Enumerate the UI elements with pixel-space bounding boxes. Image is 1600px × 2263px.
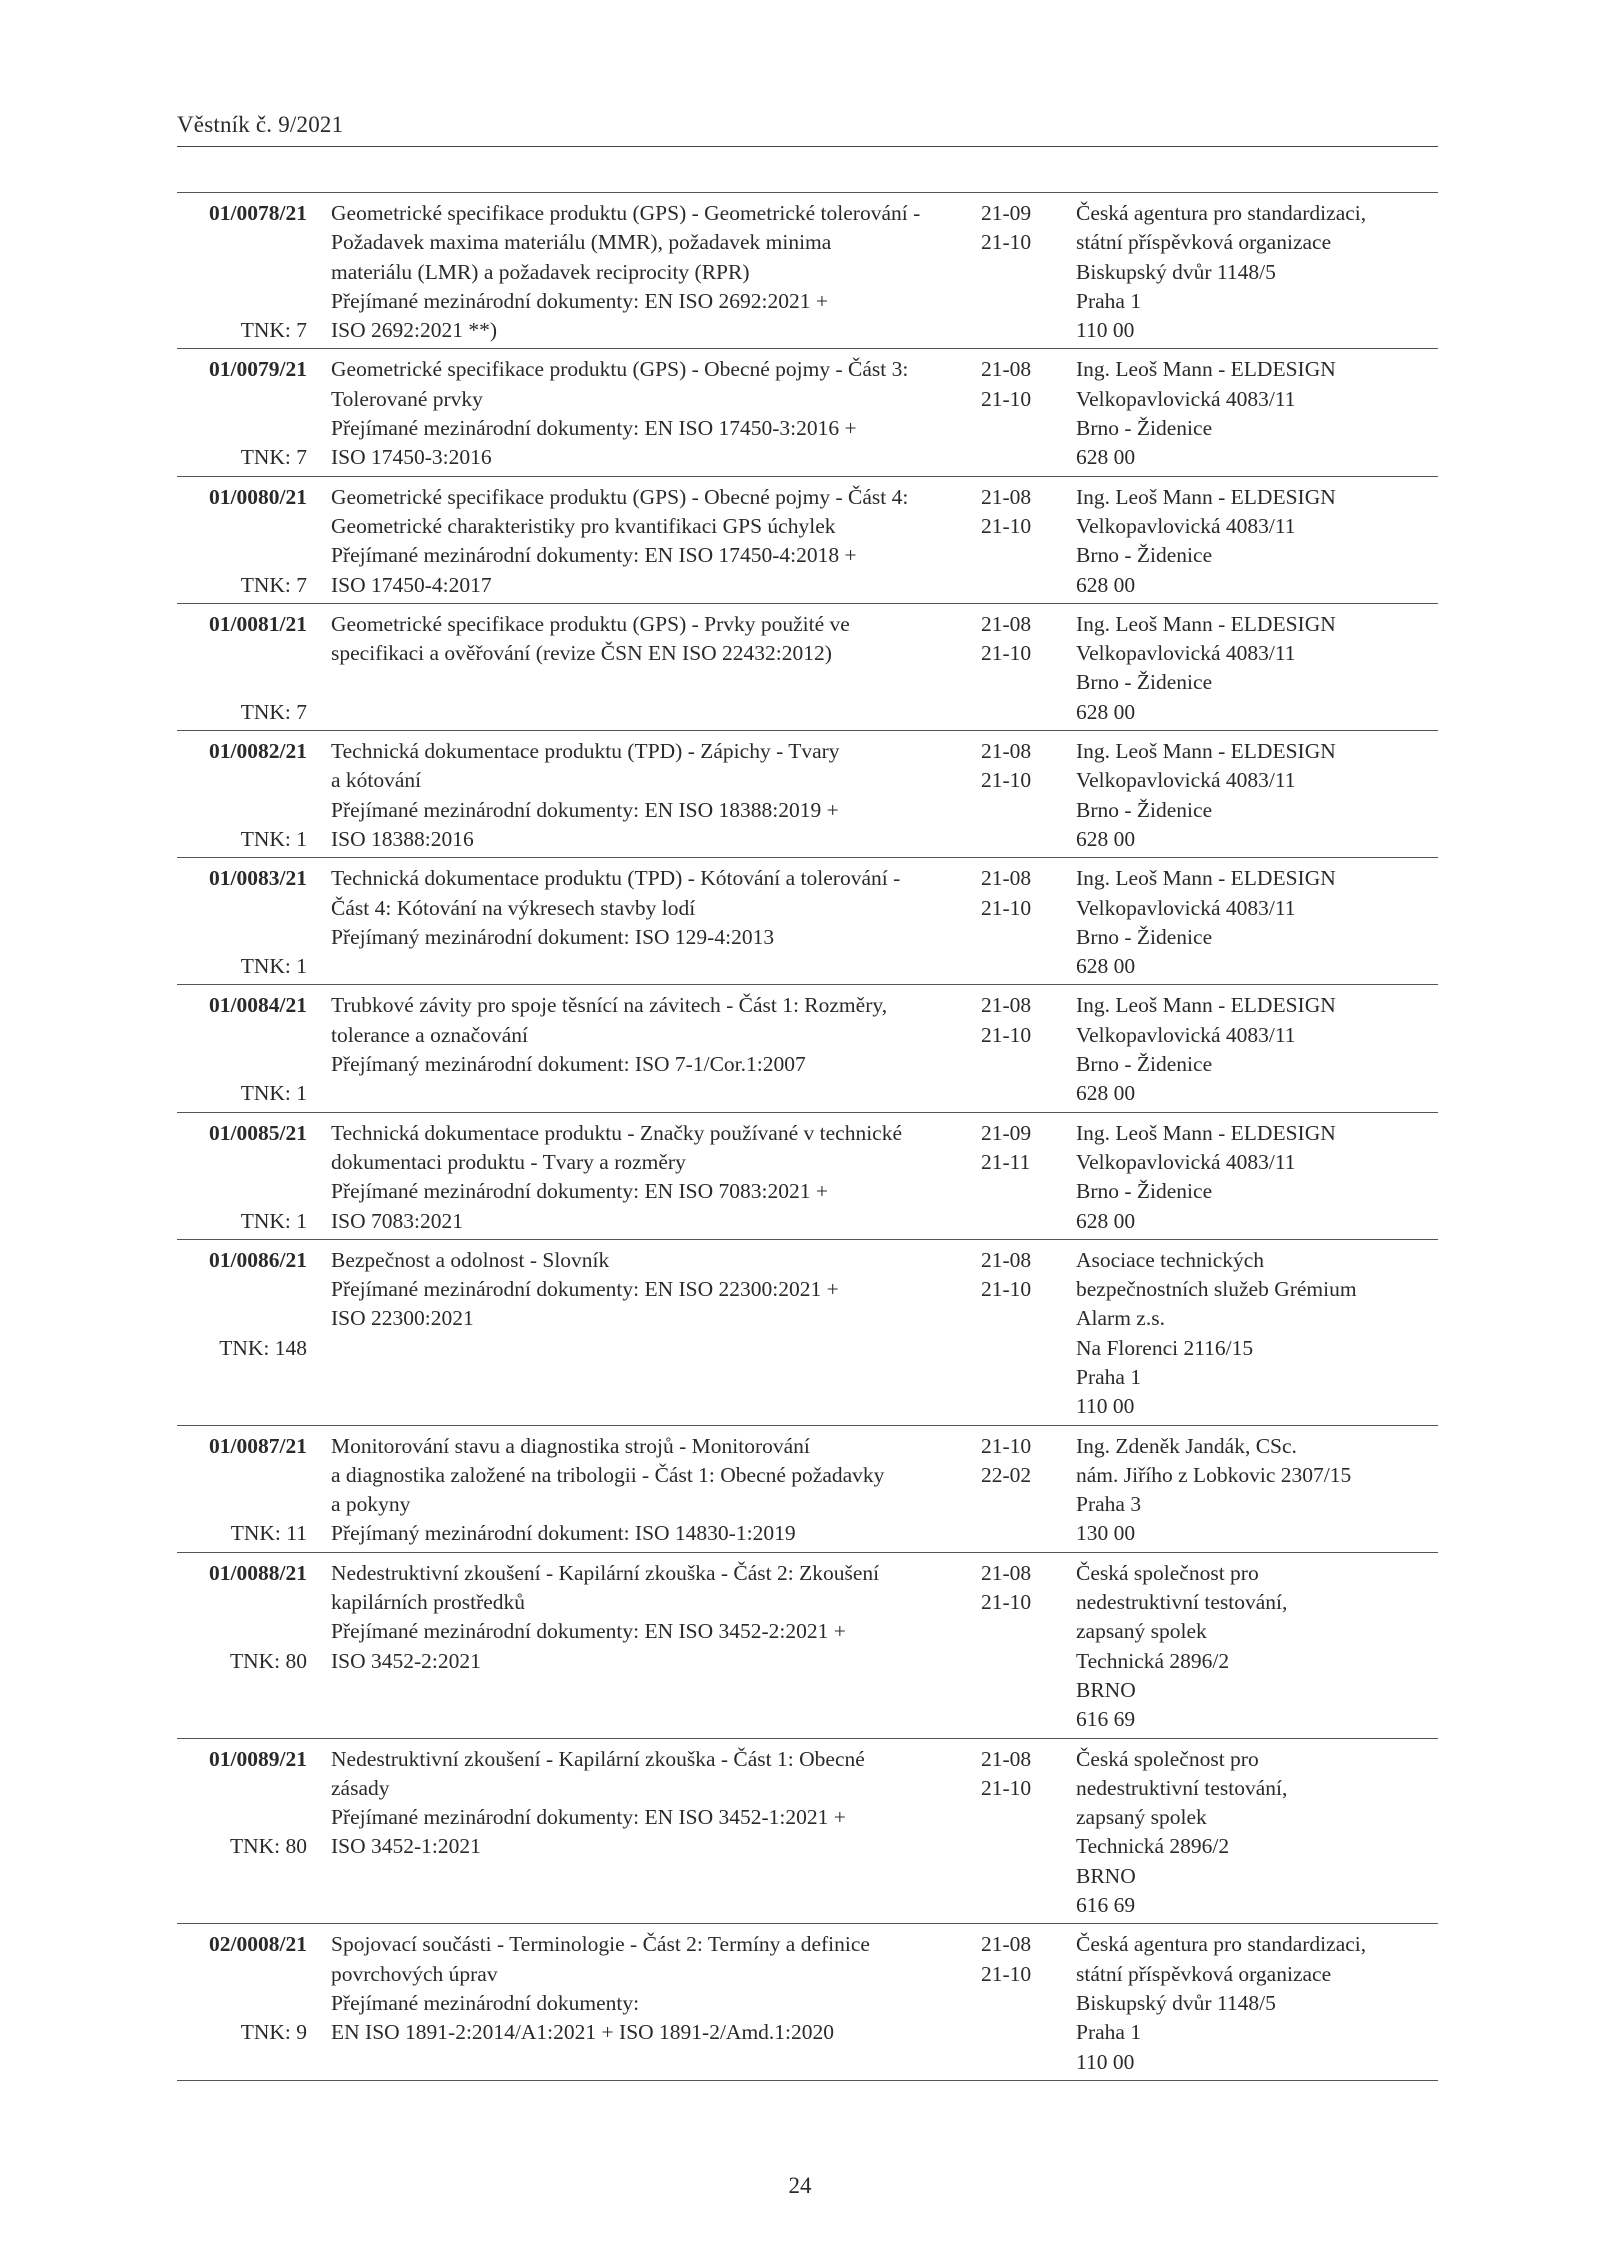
entry-title-line: specifikaci a ověřování (revize ČSN EN ISO 22432:2012) xyxy=(331,641,832,666)
entry-title-line: tolerance a označování xyxy=(331,1022,528,1047)
entry-processor-line: Ing. Leoš Mann - ELDESIGN xyxy=(1076,357,1336,382)
entry-title-line: Monitorování stavu a diagnostika strojů - Monitorování xyxy=(331,1433,810,1458)
entry-processor-line: 628 00 xyxy=(1076,699,1136,724)
entry-title-line: kapilárních prostředků xyxy=(331,1590,526,1615)
entry-processor-line: Česká agentura pro standardizaci, xyxy=(1076,201,1367,225)
entry-id-cell xyxy=(177,1432,309,1549)
entry-title-line: Požadavek maxima materiálu (MMR), požadavek minima xyxy=(331,230,832,255)
entry-title-line: Přejímané mezinárodní dokumenty: EN ISO 3452-2:2021 + xyxy=(331,1619,846,1644)
entry-title-line: ISO 3452-2:2021 xyxy=(331,1648,481,1673)
entry-title-line: povrchových úprav xyxy=(331,1961,498,1986)
entry-date: 21-08 xyxy=(981,1560,1032,1585)
entry-dates-cell xyxy=(977,610,1067,727)
entry-processor-line: Brno - Židenice xyxy=(1076,1179,1213,1204)
entry-processor-line: státní příspěvková organizace xyxy=(1076,1961,1332,1986)
entry-processor-cell xyxy=(1067,864,1438,981)
entry-processor-cell xyxy=(1067,1745,1438,1921)
entry-title-line: Přejímané mezinárodní dokumenty: xyxy=(331,1990,640,2015)
entry-processor-line: Praha 1 xyxy=(1076,288,1142,313)
entry-title-line: Technická dokumentace produktu - Značky používané v technické xyxy=(331,1120,902,1145)
entry-title-cell xyxy=(309,355,977,472)
entry-id-cell xyxy=(177,355,309,472)
entry-title-line: Bezpečnost a odolnost - Slovník xyxy=(331,1247,610,1272)
entry-dates-cell xyxy=(977,355,1067,472)
entry-processor-line: Praha 3 xyxy=(1076,1492,1142,1517)
entry-date: 21-10 xyxy=(981,230,1032,255)
table-row xyxy=(177,603,1438,730)
entry-title-line: Trubkové závity pro spoje těsnící na závitech - Část 1: Rozměry, xyxy=(331,993,888,1018)
entry-title-cell xyxy=(309,737,977,854)
entry-tnk: TNK: 9 xyxy=(240,2020,307,2045)
entry-processor-line: nedestruktivní testování, xyxy=(1076,1590,1288,1615)
entry-processor-line: Praha 1 xyxy=(1076,2020,1142,2045)
entry-processor-line: Velkopavlovická 4083/11 xyxy=(1076,513,1296,538)
entry-processor-line: 628 00 xyxy=(1076,826,1136,851)
entry-title-cell xyxy=(309,1930,977,2076)
entry-processor-cell xyxy=(1067,1930,1438,2076)
entry-processor-cell xyxy=(1067,1432,1438,1549)
entry-id-cell xyxy=(177,199,309,345)
entry-id-cell xyxy=(177,1930,309,2076)
entry-title-line: Přejímané mezinárodní dokumenty: EN ISO 7083:2021 + xyxy=(331,1179,828,1204)
entry-title-line: Tolerované prvky xyxy=(331,386,483,411)
entry-processor-line: 616 69 xyxy=(1076,1893,1136,1918)
entry-title-line: a pokyny xyxy=(331,1492,411,1517)
entry-processor-line: nedestruktivní testování, xyxy=(1076,1775,1288,1800)
entry-date: 21-10 xyxy=(981,1022,1032,1047)
entry-date: 21-08 xyxy=(981,484,1032,509)
entry-processor-line: Brno - Židenice xyxy=(1076,797,1213,822)
entry-dates-cell xyxy=(977,483,1067,600)
entry-id-cell xyxy=(177,991,309,1108)
entry-processor-line: Ing. Leoš Mann - ELDESIGN xyxy=(1076,993,1336,1018)
entry-date: 21-10 xyxy=(981,895,1032,920)
entry-processor-line: Velkopavlovická 4083/11 xyxy=(1076,1149,1296,1174)
entry-title-line: EN ISO 1891-2:2014/A1:2021 + ISO 1891-2/Amd.1:2020 xyxy=(331,2020,835,2045)
entry-number: 01/0080/21 xyxy=(209,484,307,509)
entry-number: 01/0084/21 xyxy=(209,993,307,1018)
entry-processor-line: 628 00 xyxy=(1076,954,1136,979)
entry-number: 02/0008/21 xyxy=(209,1932,307,1957)
entry-processor-line: 628 00 xyxy=(1076,572,1136,597)
entry-tnk: TNK: 7 xyxy=(240,318,307,343)
header-divider xyxy=(177,146,1438,147)
entry-title-line: materiálu (LMR) a požadavek reciprocity (RPR) xyxy=(331,259,750,284)
entry-processor-line: Ing. Zdeněk Jandák, CSc. xyxy=(1076,1433,1297,1458)
entry-date: 21-10 xyxy=(981,513,1032,538)
entry-processor-line: Alarm z.s. xyxy=(1076,1306,1165,1331)
entry-processor-line: 110 00 xyxy=(1076,1394,1135,1419)
entry-title-cell xyxy=(309,610,977,727)
entry-processor-line: Brno - Židenice xyxy=(1076,924,1213,949)
entry-processor-cell xyxy=(1067,1119,1438,1236)
table-row xyxy=(177,730,1438,857)
entry-processor-cell xyxy=(1067,483,1438,600)
entry-number: 01/0078/21 xyxy=(209,201,307,225)
entry-processor-line: Ing. Leoš Mann - ELDESIGN xyxy=(1076,611,1336,636)
page-header-title: Věstník č. 9/2021 xyxy=(177,112,344,137)
entry-date: 21-08 xyxy=(981,993,1032,1018)
entry-date: 21-08 xyxy=(981,611,1032,636)
entry-id-cell xyxy=(177,610,309,727)
entry-title-line: Geometrické specifikace produktu (GPS) - Obecné pojmy - Část 3: xyxy=(331,357,909,382)
entry-processor-line: Asociace technických xyxy=(1076,1247,1265,1272)
entry-title-cell xyxy=(309,864,977,981)
entry-title-line: ISO 3452-1:2021 xyxy=(331,1834,481,1859)
entry-tnk: TNK: 7 xyxy=(240,699,307,724)
entry-tnk: TNK: 80 xyxy=(229,1834,307,1859)
entry-number: 01/0082/21 xyxy=(209,739,307,764)
entry-dates-cell xyxy=(977,1246,1067,1422)
entry-title-line: Přejímané mezinárodní dokumenty: EN ISO 22300:2021 + xyxy=(331,1277,839,1302)
entry-title-line: ISO 18388:2016 xyxy=(331,826,474,851)
entry-title-line: a diagnostika založené na tribologii - Část 1: Obecné požadavky xyxy=(331,1462,885,1487)
entry-processor-line: Ing. Leoš Mann - ELDESIGN xyxy=(1076,1120,1336,1145)
entry-title-line: Přejímané mezinárodní dokumenty: EN ISO 3452-1:2021 + xyxy=(331,1805,846,1830)
entry-date: 21-08 xyxy=(981,739,1032,764)
entry-processor-line: 628 00 xyxy=(1076,445,1136,470)
entry-title-line: ISO 17450-3:2016 xyxy=(331,445,492,470)
entry-title-cell xyxy=(309,1745,977,1921)
table-row xyxy=(177,1239,1438,1425)
entry-processor-line: Brno - Židenice xyxy=(1076,416,1213,441)
entry-processor-line: Ing. Leoš Mann - ELDESIGN xyxy=(1076,866,1336,891)
entry-id-cell xyxy=(177,1119,309,1236)
entry-title-line: Technická dokumentace produktu (TPD) - Zápichy - Tvary xyxy=(331,739,840,764)
entry-title-line: Přejímané mezinárodní dokumenty: EN ISO 17450-4:2018 + xyxy=(331,543,857,568)
entry-processor-line: 628 00 xyxy=(1076,1208,1136,1233)
entry-processor-line: Velkopavlovická 4083/11 xyxy=(1076,895,1296,920)
entry-id-cell xyxy=(177,737,309,854)
entry-tnk: TNK: 1 xyxy=(240,954,307,979)
standards-table xyxy=(177,192,1438,2081)
entry-title-line: Přejímané mezinárodní dokumenty: EN ISO 2692:2021 + xyxy=(331,288,828,313)
entry-title-line: Spojovací součásti - Terminologie - Část 2: Termíny a definice xyxy=(331,1932,870,1957)
entry-title-line: a kótování xyxy=(331,768,422,793)
entry-id-cell xyxy=(177,1246,309,1422)
entry-title-line: Geometrické specifikace produktu (GPS) - Geometrické tolerování - xyxy=(331,201,921,225)
entry-processor-line: zapsaný spolek xyxy=(1076,1805,1207,1830)
entry-number: 01/0087/21 xyxy=(209,1433,307,1458)
table-row xyxy=(177,192,1438,348)
entry-number: 01/0079/21 xyxy=(209,357,307,382)
entry-title-cell xyxy=(309,1559,977,1735)
table-row xyxy=(177,348,1438,475)
entry-date: 21-10 xyxy=(981,768,1032,793)
entry-dates-cell xyxy=(977,864,1067,981)
entry-title-line: ISO 22300:2021 xyxy=(331,1306,474,1331)
entry-date: 22-02 xyxy=(981,1462,1032,1487)
entry-processor-line: Ing. Leoš Mann - ELDESIGN xyxy=(1076,739,1336,764)
table-row xyxy=(177,984,1438,1111)
entry-dates-cell xyxy=(977,737,1067,854)
entry-tnk: TNK: 7 xyxy=(240,445,307,470)
entry-title-line: zásady xyxy=(331,1775,390,1800)
entry-date: 21-08 xyxy=(981,1932,1032,1957)
entry-processor-line: BRNO xyxy=(1076,1677,1136,1702)
entry-id-cell xyxy=(177,1745,309,1921)
table-row xyxy=(177,476,1438,603)
entry-title-line: Technická dokumentace produktu (TPD) - Kótování a tolerování - xyxy=(331,866,901,891)
entry-title-line: Nedestruktivní zkoušení - Kapilární zkouška - Část 1: Obecné xyxy=(331,1746,865,1771)
entry-tnk: TNK: 7 xyxy=(240,572,307,597)
entry-id-cell xyxy=(177,1559,309,1735)
entry-tnk: TNK: 1 xyxy=(240,1081,307,1106)
entry-processor-line: Brno - Židenice xyxy=(1076,543,1213,568)
entry-processor-cell xyxy=(1067,1246,1438,1422)
entry-title-line: ISO 2692:2021 **) xyxy=(331,318,498,343)
table-row xyxy=(177,1552,1438,1738)
page-number: 24 xyxy=(788,2173,812,2198)
entry-dates-cell xyxy=(977,991,1067,1108)
entry-date: 21-08 xyxy=(981,866,1032,891)
entry-date: 21-09 xyxy=(981,1120,1032,1145)
entry-id-cell xyxy=(177,864,309,981)
entry-processor-line: Velkopavlovická 4083/11 xyxy=(1076,386,1296,411)
entry-number: 01/0088/21 xyxy=(209,1560,307,1585)
entry-processor-line: 130 00 xyxy=(1076,1521,1136,1546)
entry-processor-line: nám. Jiřího z Lobkovic 2307/15 xyxy=(1076,1462,1352,1487)
entry-processor-line: Ing. Leoš Mann - ELDESIGN xyxy=(1076,484,1336,509)
table-row xyxy=(177,1738,1438,1924)
table-row xyxy=(177,1923,1438,2080)
entry-title-line: dokumentaci produktu - Tvary a rozměry xyxy=(331,1149,686,1174)
entry-id-cell xyxy=(177,483,309,600)
entry-title-line: ISO 17450-4:2017 xyxy=(331,572,492,597)
entry-tnk: TNK: 148 xyxy=(219,1335,307,1360)
entry-processor-line: 110 00 xyxy=(1076,2049,1135,2074)
entry-processor-line: Na Florenci 2116/15 xyxy=(1076,1335,1254,1360)
entry-processor-line: bezpečnostních služeb Grémium xyxy=(1076,1277,1357,1302)
entry-date: 21-10 xyxy=(981,386,1032,411)
entry-title-line: ISO 7083:2021 xyxy=(331,1208,463,1233)
entry-dates-cell xyxy=(977,1745,1067,1921)
entry-processor-line: Velkopavlovická 4083/11 xyxy=(1076,1022,1296,1047)
entry-processor-line: Technická 2896/2 xyxy=(1076,1834,1230,1859)
entry-title-line: Geometrické charakteristiky pro kvantifikaci GPS úchylek xyxy=(331,513,836,538)
entry-processor-line: Biskupský dvůr 1148/5 xyxy=(1076,1990,1276,2015)
entry-processor-line: Velkopavlovická 4083/11 xyxy=(1076,768,1296,793)
entry-processor-line: zapsaný spolek xyxy=(1076,1619,1207,1644)
entry-title-line: Část 4: Kótování na výkresech stavby lodí xyxy=(331,895,696,920)
entry-date: 21-10 xyxy=(981,1433,1032,1458)
entry-processor-cell xyxy=(1067,991,1438,1108)
entry-processor-line: Česká agentura pro standardizaci, xyxy=(1076,1932,1367,1957)
entry-processor-line: Technická 2896/2 xyxy=(1076,1648,1230,1673)
entry-title-line: Přejímaný mezinárodní dokument: ISO 129-4:2013 xyxy=(331,924,775,949)
entry-processor-line: Praha 1 xyxy=(1076,1364,1142,1389)
entry-title-line: Přejímaný mezinárodní dokument: ISO 14830-1:2019 xyxy=(331,1521,796,1546)
entry-processor-cell xyxy=(1067,199,1438,345)
entry-title-line: Geometrické specifikace produktu (GPS) - Prvky použité ve xyxy=(331,611,850,636)
entry-processor-line: Brno - Židenice xyxy=(1076,1052,1213,1077)
entry-title-line: Přejímaný mezinárodní dokument: ISO 7-1/Cor.1:2007 xyxy=(331,1052,806,1077)
table-row xyxy=(177,1112,1438,1239)
entry-date: 21-10 xyxy=(981,641,1032,666)
entry-title-line: Geometrické specifikace produktu (GPS) - Obecné pojmy - Část 4: xyxy=(331,484,909,509)
entry-date: 21-08 xyxy=(981,1746,1032,1771)
entry-title-cell xyxy=(309,199,977,345)
entry-number: 01/0089/21 xyxy=(209,1746,307,1771)
entry-processor-cell xyxy=(1067,737,1438,854)
entry-number: 01/0086/21 xyxy=(209,1247,307,1272)
entry-date: 21-08 xyxy=(981,357,1032,382)
entry-title-line: Přejímané mezinárodní dokumenty: EN ISO 17450-3:2016 + xyxy=(331,416,857,441)
entry-dates-cell xyxy=(977,1559,1067,1735)
entry-processor-line: Biskupský dvůr 1148/5 xyxy=(1076,259,1276,284)
entry-processor-cell xyxy=(1067,610,1438,727)
entry-tnk: TNK: 1 xyxy=(240,826,307,851)
entry-tnk: TNK: 11 xyxy=(230,1521,307,1546)
entry-processor-cell xyxy=(1067,355,1438,472)
entry-title-cell xyxy=(309,483,977,600)
entry-title-line: Přejímané mezinárodní dokumenty: EN ISO 18388:2019 + xyxy=(331,797,839,822)
entry-date: 21-08 xyxy=(981,1247,1032,1272)
entry-processor-line: Česká společnost pro xyxy=(1076,1746,1259,1771)
entry-processor-line: 628 00 xyxy=(1076,1081,1136,1106)
entry-date: 21-10 xyxy=(981,1590,1032,1615)
entry-number: 01/0081/21 xyxy=(209,611,307,636)
entry-tnk: TNK: 1 xyxy=(240,1208,307,1233)
entry-number: 01/0085/21 xyxy=(209,1120,307,1145)
entry-dates-cell xyxy=(977,1930,1067,2076)
entry-date: 21-10 xyxy=(981,1775,1032,1800)
entry-date: 21-09 xyxy=(981,201,1032,225)
entry-title-line: Nedestruktivní zkoušení - Kapilární zkouška - Část 2: Zkoušení xyxy=(331,1560,880,1585)
entry-processor-line: Velkopavlovická 4083/11 xyxy=(1076,641,1296,666)
entry-processor-line: Česká společnost pro xyxy=(1076,1560,1259,1585)
table-row xyxy=(177,1425,1438,1552)
entry-number: 01/0083/21 xyxy=(209,866,307,891)
entry-processor-line: státní příspěvková organizace xyxy=(1076,230,1332,255)
entry-date: 21-10 xyxy=(981,1277,1032,1302)
entry-title-cell xyxy=(309,1432,977,1549)
entry-tnk: TNK: 80 xyxy=(229,1648,307,1673)
table-row xyxy=(177,857,1438,984)
entry-date: 21-10 xyxy=(981,1961,1032,1986)
entry-processor-line: BRNO xyxy=(1076,1863,1136,1888)
entry-processor-line: 616 69 xyxy=(1076,1707,1136,1732)
entry-title-cell xyxy=(309,1119,977,1236)
entry-title-cell xyxy=(309,991,977,1108)
entry-date: 21-11 xyxy=(981,1149,1031,1174)
entry-dates-cell xyxy=(977,199,1067,345)
entry-dates-cell xyxy=(977,1432,1067,1549)
entry-dates-cell xyxy=(977,1119,1067,1236)
entry-title-cell xyxy=(309,1246,977,1422)
entry-processor-line: Brno - Židenice xyxy=(1076,670,1213,695)
entry-processor-line: 110 00 xyxy=(1076,318,1135,343)
entry-processor-cell xyxy=(1067,1559,1438,1735)
